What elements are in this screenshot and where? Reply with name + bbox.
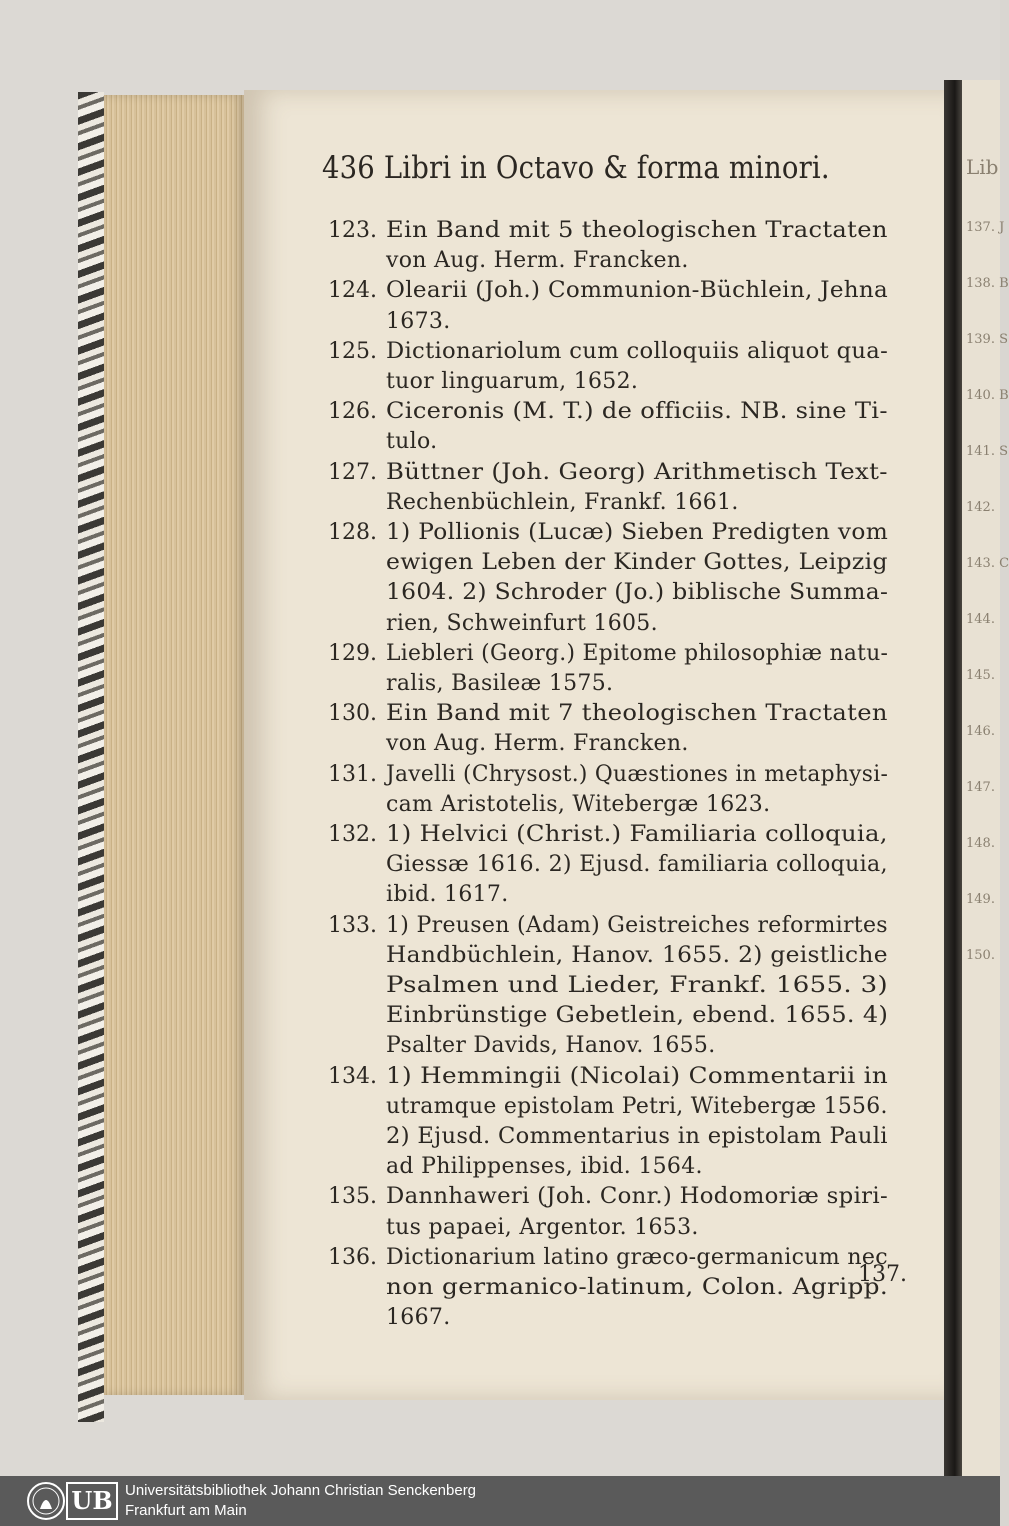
entry-number: 128.	[328, 520, 377, 545]
next-page-fragment: 139. S	[966, 332, 1008, 347]
entry-line: Liebleri (Georg.) Epitome philosophiæ natu-	[386, 640, 889, 666]
library-city: Frankfurt am Main	[125, 1502, 247, 1519]
entry-line: Psalmen und Lieder, Frankf. 1655. 3)	[386, 973, 888, 998]
entry-line: 1) Helvici (Christ.) Familiaria colloquia,	[386, 822, 888, 847]
catchword: 137.	[858, 1262, 907, 1287]
entry-number: 127.	[328, 459, 377, 485]
entry-line: Büttner (Joh. Georg) Arithmetisch Text-	[386, 459, 888, 485]
entry-line: 2) Ejusd. Commentarius in epistolam Pauli	[386, 1124, 888, 1149]
entry-line: utramque epistolam Petri, Witebergæ 1556.	[386, 1093, 888, 1119]
marbled-cover-edge	[78, 92, 104, 1422]
entry-line: ralis, Basileæ 1575.	[386, 671, 614, 696]
entry-line: Einbrünstige Gebetlein, ebend. 1655. 4)	[386, 1003, 889, 1029]
entry-line: Handbüchlein, Hanov. 1655. 2) geistliche	[386, 942, 888, 968]
entry-line: tus papaei, Argentor. 1653.	[386, 1214, 699, 1240]
entry-number: 136.	[328, 1244, 377, 1270]
next-page-fragment: 142.	[966, 500, 995, 515]
entry-number: 131.	[328, 761, 377, 787]
entry-line: von Aug. Herm. Francken.	[386, 248, 689, 274]
entry-line: 1673.	[386, 308, 451, 334]
library-name[interactable]: Universitätsbibliothek Johann Christian Senckenberg	[125, 1482, 477, 1499]
next-page-fragment: 141. S	[966, 444, 1008, 459]
next-page-fragment: 138. B	[966, 276, 1009, 291]
entry-number: 133.	[328, 912, 377, 938]
next-page-fragment: Lib	[966, 155, 999, 179]
entry-line: Dannhaweri (Joh. Conr.) Hodomoriæ spiri-	[386, 1184, 888, 1210]
university-seal-icon	[26, 1481, 66, 1521]
entry-line: 1) Pollionis (Lucæ) Sieben Predigten vom	[386, 520, 889, 545]
book-gutter	[944, 80, 962, 1476]
entry-line: tulo.	[386, 429, 438, 455]
next-page-fragment: 147.	[966, 780, 995, 795]
entry-line: Giessæ 1616. 2) Ejusd. familiaria colloquia,	[386, 852, 888, 878]
entry-number: 129.	[328, 640, 377, 666]
entry-number: 125.	[328, 338, 377, 364]
entry-line: 1) Preusen (Adam) Geistreiches reformirtes	[386, 912, 888, 938]
entry-line: von Aug. Herm. Francken.	[386, 731, 689, 757]
entry-line: Ein Band mit 7 theologischen Tractaten	[386, 701, 888, 727]
entry-number: 132.	[328, 822, 377, 847]
entry-number: 124.	[328, 278, 377, 304]
entry-line: 1604. 2) Schroder (Jo.) biblische Summa-	[386, 580, 889, 606]
entry-line: ewigen Leben der Kinder Gottes, Leipzig	[386, 550, 888, 576]
entry-line: Olearii (Joh.) Communion-Büchlein, Jehna	[386, 278, 889, 304]
page-edges	[104, 95, 244, 1395]
entry-number: 126.	[328, 399, 377, 425]
entry-line: Ciceronis (M. T.) de officiis. NB. sine Ti-	[386, 399, 888, 425]
next-page-fragment: 143. C	[966, 556, 1009, 571]
entry-line: rien, Schweinfurt 1605.	[386, 610, 658, 636]
entry-line: 1667.	[386, 1305, 451, 1331]
entry-line: Dictionariolum cum colloquiis aliquot qua-	[386, 338, 889, 364]
entry-number: 130.	[328, 701, 377, 727]
entry-line: Dictionarium latino græco-germanicum nec	[386, 1244, 888, 1270]
next-page-fragment: 150.	[966, 948, 995, 963]
running-head: 436 Libri in Octavo & forma minori.	[322, 150, 830, 186]
entry-line: Psalter Davids, Hanov. 1655.	[386, 1033, 716, 1059]
ub-logo: UB	[66, 1482, 118, 1520]
entry-line: Rechenbüchlein, Frankf. 1661.	[386, 489, 739, 515]
entry-line: tuor linguarum, 1652.	[386, 369, 639, 394]
entry-number: 123.	[328, 218, 377, 243]
entry-line: ibid. 1617.	[386, 882, 509, 908]
entry-line: 1) Hemmingii (Nicolai) Commentarii in	[386, 1063, 889, 1089]
next-page-fragment: 148.	[966, 836, 995, 851]
entry-line: non germanico-latinum, Colon. Agripp.	[386, 1275, 889, 1300]
next-page-fragment: 146.	[966, 724, 995, 739]
entry-number: 134.	[328, 1063, 377, 1089]
entry-number: 135.	[328, 1184, 377, 1210]
entry-line: Javelli (Chrysost.) Quæstiones in metaphysi-	[386, 761, 889, 787]
next-page-edge	[962, 80, 1009, 1476]
next-page-fragment: 137. J	[966, 220, 1005, 235]
entry-line: ad Philippenses, ibid. 1564.	[386, 1154, 703, 1180]
footer-bar	[0, 1476, 1000, 1526]
next-page-fragment: 145.	[966, 668, 995, 683]
entry-line: cam Aristotelis, Witebergæ 1623.	[386, 791, 771, 817]
entry-line: Ein Band mit 5 theologischen Tractaten	[386, 218, 888, 243]
next-page-fragment: 140. B	[966, 388, 1009, 403]
next-page-fragment: 149.	[966, 892, 995, 907]
next-page-fragment: 144.	[966, 612, 995, 627]
